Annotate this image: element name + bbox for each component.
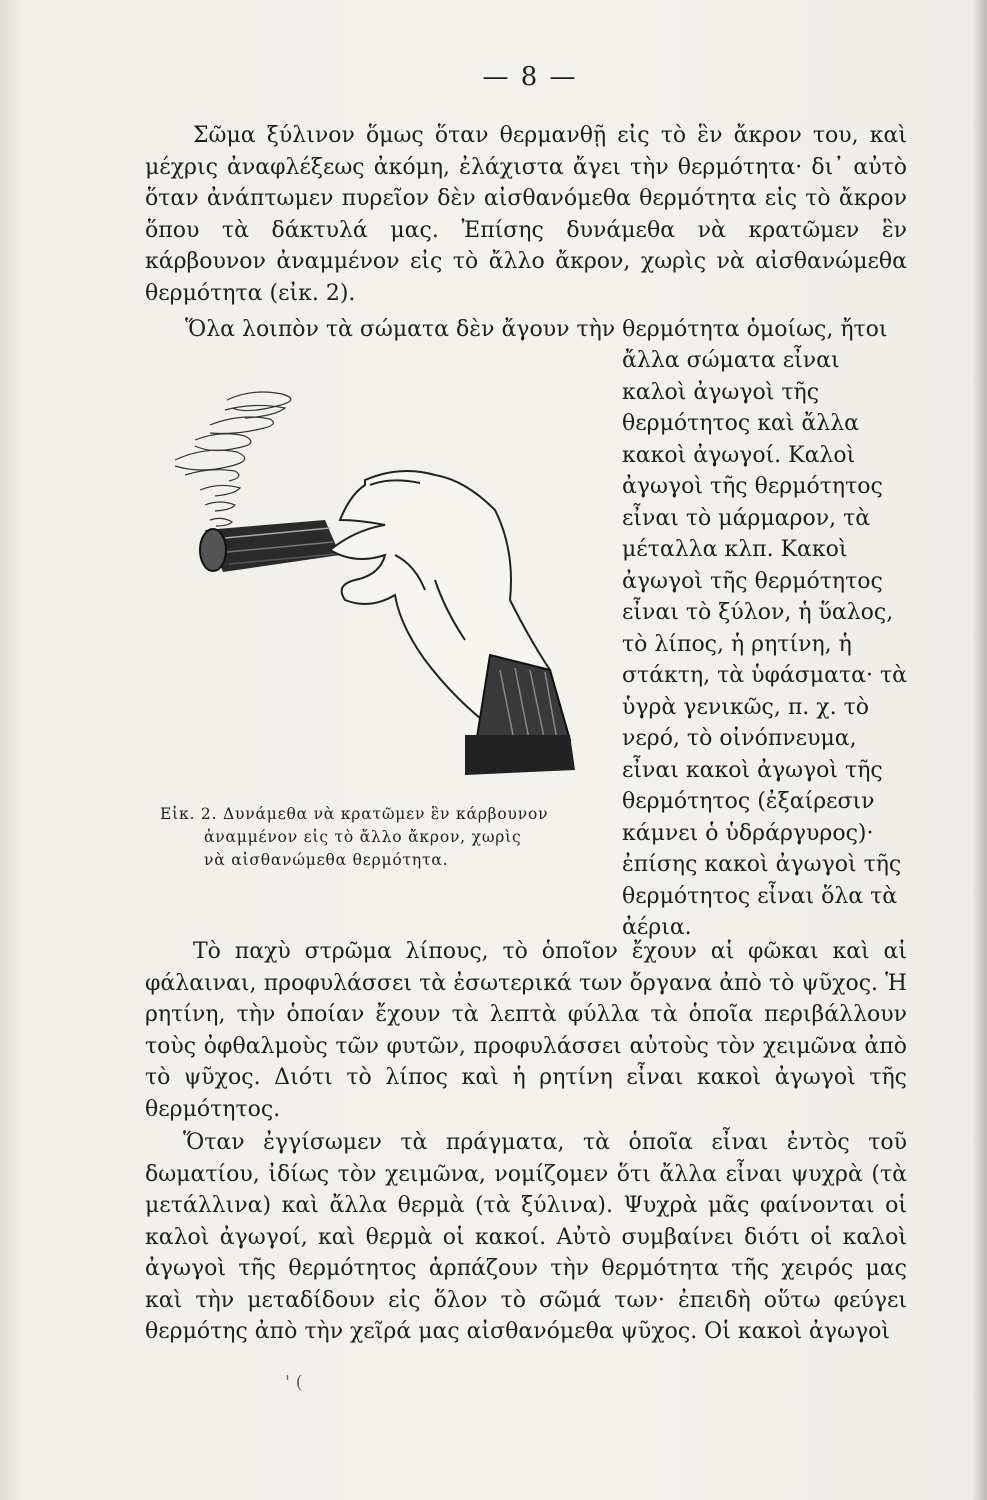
paragraph-1-text: Σῶμα ξύλινον ὅμως ὅταν θερμανθῇ εἰς τὸ ἓν ἄκρον του, καὶ μέχρις ἀναφλέξεως ἀκόμη, ἐλάχιστα ἄγει τὴν θερμότητα· δι᾽ αὐτὸ ὅταν ἀνάπτωμεν πυρεῖον δὲν αἰσθανόμεθα θερμότητα εἰς τὸ ἄκρον ὅπου τὰ δάκτυλά μας. Ἐπίσης δυνάμεθα νὰ κρατῶμεν ἓν κάρβουνον ἀναμμένον εἰς τὸ ἄλλο ἄκρον, χωρὶς νὰ αἰσθανώμεθα θερμότητα (εἰκ. 2). <box>145 123 907 306</box>
hand-charcoal-illustration <box>165 380 595 800</box>
paragraph-2-lead: Ὅλα λοιπὸν τὰ σώματα δὲν ἄγουν τὴν θερμότητα ὁμοίως, ἤτοι <box>185 317 888 342</box>
paragraph-4 <box>145 1127 907 1348</box>
paragraph-3-text: Τὸ παχὺ στρῶμα λίπους, τὸ ὁποῖον ἔχουν αἱ φῶκαι καὶ αἱ φάλαιναι, προφυλάσσει τὰ ἐσωτερικά των ὄργανα ἀπὸ τὸ ψῦχος. Ἡ ρητίνη, τὴν ὁποίαν ἔχουν τὰ λεπτὰ φύλλα τὰ ὁποῖα περιβάλλουν τοὺς ὀφθαλμοὺς τῶν φυτῶν, προφυλάσσει αὐτοὺς τὸν χειμῶνα ἀπὸ τὸ ψῦχος. Διότι τὸ λίπος καὶ ἡ ρητίνη εἶναι κακοὶ ἀγωγοὶ τῆς θερμότητος. <box>145 939 907 1122</box>
page-gutter-shadow <box>973 0 987 1500</box>
paragraph-4-text: Ὅταν ἐγγίσωμεν τὰ πράγματα, τὰ ὁποῖα εἶναι ἐντὸς τοῦ δωματίου, ἰδίως τὸν χειμῶνα, νομίζομεν ὅτι ἄλλα εἶναι ψυχρὰ (τὰ μετάλλινα) καὶ ἄλλα θερμὰ (τὰ ξύλινα). Ψυχρὰ μᾶς φαίνονται οἱ καλοὶ ἀγωγοί, καὶ θερμὰ οἱ κακοί. Αὐτὸ συμβαίνει διότι οἱ καλοὶ ἀγωγοὶ τῆς θερμότητος ἁρπάζουν τὴν θερμότητα τῆς χειρός μας καὶ τὴν μεταδίδουν εἰς ὅλον τὸ σῶμά των· ἐπειδὴ οὕτω φεύγει θερμότης ἀπὸ τὴν χεῖρά μας αἰσθανόμεθα ψῦχος. Οἱ κακοὶ ἀγωγοὶ <box>145 1130 907 1344</box>
smoke-icon <box>175 392 291 526</box>
caption-line-2: ἀναμμένον εἰς τὸ ἄλλο ἄκρον, χωρὶς <box>204 828 522 846</box>
caption-line-1: Εἰκ. 2. Δυνάμεθα νὰ κρατῶμεν ἓν κάρβουνον <box>160 805 549 823</box>
figure-caption <box>160 803 590 872</box>
figure-hand-charcoal <box>165 380 595 800</box>
paragraph-1 <box>145 120 907 309</box>
page-number: — 8 — <box>482 62 578 92</box>
caption-line-3: νὰ αἰσθανώμεθα θερμότητα. <box>204 851 449 869</box>
paragraph-2-side-column: ἄλλα σώματα εἶναι καλοὶ ἀγωγοὶ τῆς θερμότητος καὶ ἄλλα κακοὶ ἀγωγοί. Καλοὶ ἀγωγοὶ τῆς θερμότητος εἶναι τὸ μάρμαρον, τὰ μέταλλα κλπ. Κακοὶ ἀγωγοὶ τῆς θερμότητος εἶναι τὸ ξύλον, ἡ ὕαλος, τὸ λίπος, ἡ ρητίνη, ἡ στάκτη, τὰ ὑφάσματα· τὰ ὑγρὰ γενικῶς, π. χ. τὸ νερό, τὸ οἰνόπνευμα, εἶναι κακοὶ ἀγωγοὶ τῆς θερμότητος (ἐξαίρεσιν κάμνει ὁ ὑδράργυρος)· ἐπίσης κακοὶ ἀγωγοὶ τῆς θερμότητος εἶναι ὅλα τὰ ἀέρια. <box>622 348 908 940</box>
print-mark: ' ( <box>285 1372 303 1393</box>
charcoal-stick-icon <box>200 520 340 572</box>
paragraph-3 <box>145 936 907 1125</box>
